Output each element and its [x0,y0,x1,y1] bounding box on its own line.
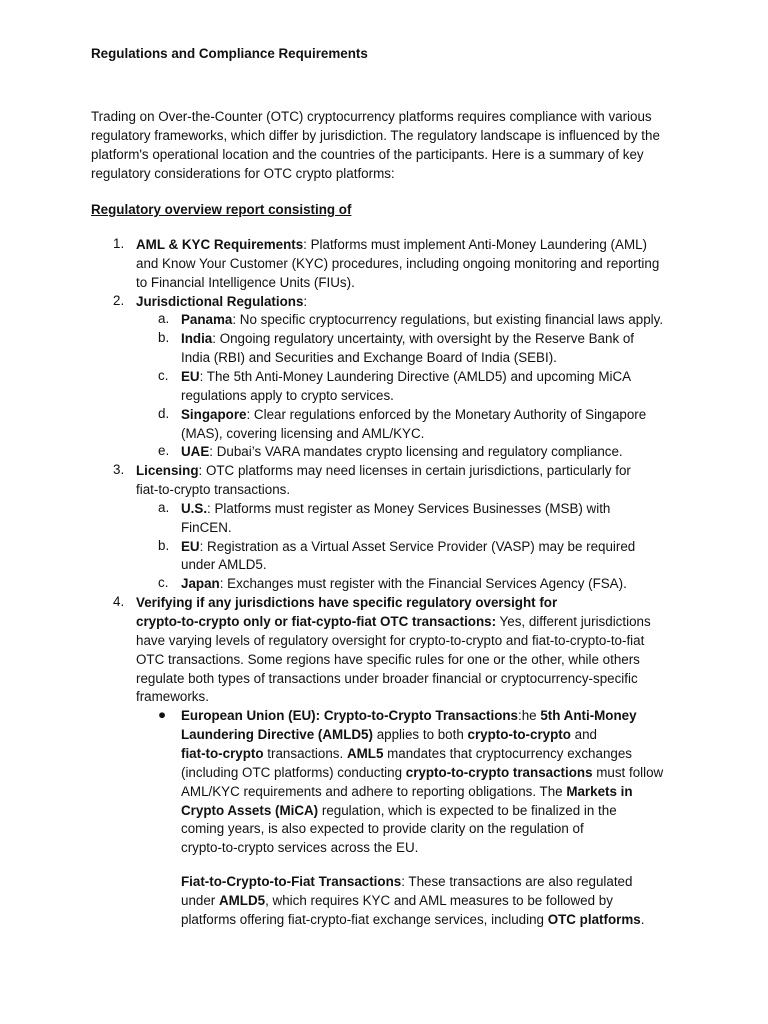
text-line [181,424,424,443]
sub-item-letter: c. [158,367,169,383]
text: : Registration as a Virtual Asset Service Provider (VASP) may be required [199,538,636,554]
bold-text: AML & KYC Requirements [136,237,304,252]
text: : The 5th Anti-Money Laundering Directive (AMLD5) and upcoming MiCA [199,368,632,384]
bold-text: Laundering Directive (AMLD5) [181,727,373,743]
text: and Know Your Customer (KYC) procedures, including ongoing monitoring and reporting [136,255,660,271]
text: regulation, which is expected to be finalized in the [318,802,617,818]
bold-text: Fiat-to-Crypto-to-Fiat Transactions [181,874,402,890]
text-line [136,235,647,254]
text-line [181,763,663,782]
text: platforms offering fiat-crypto-fiat exchange services, including [181,911,548,927]
text: : Ongoing regulatory uncertainty, with oversight by the Reserve Bank of [212,331,635,347]
text-line [136,650,640,669]
bold-text: 5th Anti-Money [540,708,637,724]
text-line [136,480,290,499]
bold-text: EU [181,368,200,384]
text-line [181,555,267,574]
sub-item-letter: c. [158,575,169,591]
bold-text: Japan [181,576,220,592]
bold-text: India [181,331,213,347]
text-line [136,631,644,650]
text: must follow [592,764,664,780]
text: to Financial Intelligence Units (FIUs). [136,274,355,290]
text-line [136,461,631,480]
text-line [181,819,584,838]
text: under AMLD5. [181,557,267,573]
bold-text: European Union (EU): Crypto-to-Crypto Transactions [181,708,519,724]
intro-paragraph: Trading on Over-the-Counter (OTC) cryptocurrency platforms requires compliance with various regulatory frameworks, which differ by jurisdiction. The regulatory landscape is influenced by the platform's operational location and the countries of the participants. Here is a summary of key regulatory considerations for OTC crypto platforms: [91,109,660,181]
text: (including OTC platforms) conducting [181,764,406,780]
text: fiat-to-crypto transactions. [136,482,291,498]
text-line [181,782,633,801]
list-item-number: 1. [113,236,125,251]
sub-item-letter: b. [158,330,170,346]
text-line [136,593,557,612]
text-line [181,891,613,910]
text: under [181,892,219,908]
text: mandates that cryptocurrency exchanges [383,745,632,761]
text-line [181,744,632,763]
bold-text: Crypto Assets (MiCA) [181,802,319,818]
bold-text: crypto-to-crypto only or fiat-cypto-fiat OTC transactions: [136,614,497,629]
text: : Dubai’s VARA mandates crypto licensing and regulatory compliance. [209,444,623,460]
text: transactions. [263,745,347,761]
text-line [136,273,355,292]
text-line [181,386,394,405]
text-line [181,348,557,367]
text-line [181,329,634,348]
text-line [181,310,663,329]
list-item-number: 2. [113,292,125,308]
bold-text: fiat-to-crypto [181,745,264,761]
sub-item-letter: d. [158,405,170,421]
sub-item-letter: a. [158,499,170,515]
bold-text: Singapore [181,406,247,422]
text: AML/KYC requirements and adhere to reporting obligations. The [181,783,567,799]
bold-text: U.S. [181,500,208,516]
text: OTC transactions. Some regions have specific rules for one or the other, while others [136,651,640,667]
text: : These transactions are also regulated [401,874,633,890]
sub-item-letter: e. [158,443,170,459]
text: : [303,293,308,309]
text: . [640,911,645,927]
text: regulate both types of transactions under broader financial or cryptocurrency-specific [136,670,638,686]
text-line [136,687,209,706]
text: regulations apply to crypto services. [181,387,394,403]
text: : Exchanges must register with the Financial Services Agency (FSA). [219,576,627,592]
text-line [181,706,637,725]
list-item-number: 4. [113,594,125,610]
text-line [181,367,631,386]
bold-text: AMLD5 [218,892,266,908]
text-line [181,442,623,461]
text: coming years, is also expected to provide clarity on the regulation of [181,821,584,837]
text: applies to both [372,727,468,743]
text: and [570,727,597,743]
bold-text: crypto-to-crypto transactions [405,764,593,780]
text: : Clear regulations enforced by the Monetary Authority of Singapore [246,406,647,422]
text: crypto-to-crypto services across the EU. [181,840,419,856]
text-line [136,612,651,631]
text: : OTC platforms may need licenses in certain jurisdictions, particularly for [198,463,631,479]
bold-text: AML5 [346,745,384,761]
bold-text: crypto-to-crypto [467,727,571,743]
text: (MAS), covering licensing and AML/KYC. [181,425,425,441]
text-line [181,872,632,891]
text: : Platforms must implement Anti-Money Laundering (AML) [303,237,647,252]
section-subheading: Regulatory overview report consisting of [91,202,352,217]
bold-text: Markets in [566,783,633,799]
document-title: Regulations and Compliance Requirements [91,46,368,61]
text: have varying levels of regulatory oversight for crypto-to-crypto and fiat-to-crypto-to-fiat [136,632,645,648]
text-line [181,405,646,424]
text-line [136,292,307,311]
text: India (RBI) and Securities and Exchange Board of India (SEBI). [181,350,557,366]
text-line [181,725,597,744]
sub-item-letter: b. [158,537,170,553]
text-line [136,254,659,273]
text-line [181,838,418,857]
text-line [181,801,617,820]
bold-text: OTC platforms [547,911,641,927]
text: : Platforms must register as Money Services Businesses (MSB) with [207,500,611,516]
bold-text: Jurisdictional Regulations [136,293,304,309]
sub-item-letter: a. [158,311,170,327]
text-line [181,518,232,537]
text-line [181,910,644,929]
bold-text: Verifying if any jurisdictions have specific regulatory oversight for [136,595,558,611]
bold-text: UAE [181,444,210,460]
text: FinCEN. [181,519,232,535]
bold-text: Licensing [136,463,199,479]
text: Yes, different jurisdictions [496,614,651,629]
text-line [181,499,610,518]
text: , which requires KYC and AML measures to be followed by [265,892,613,908]
text: frameworks. [136,689,209,705]
text: : No specific cryptocurrency regulations, but existing financial laws apply. [232,312,664,328]
text-line [181,537,635,556]
text: :he [518,708,541,724]
bullet-marker: ● [158,707,167,723]
text-line [136,669,638,688]
bold-text: Panama [181,312,233,328]
text-line [181,574,627,593]
bold-text: EU [181,538,200,554]
list-item-number: 3. [113,462,125,478]
